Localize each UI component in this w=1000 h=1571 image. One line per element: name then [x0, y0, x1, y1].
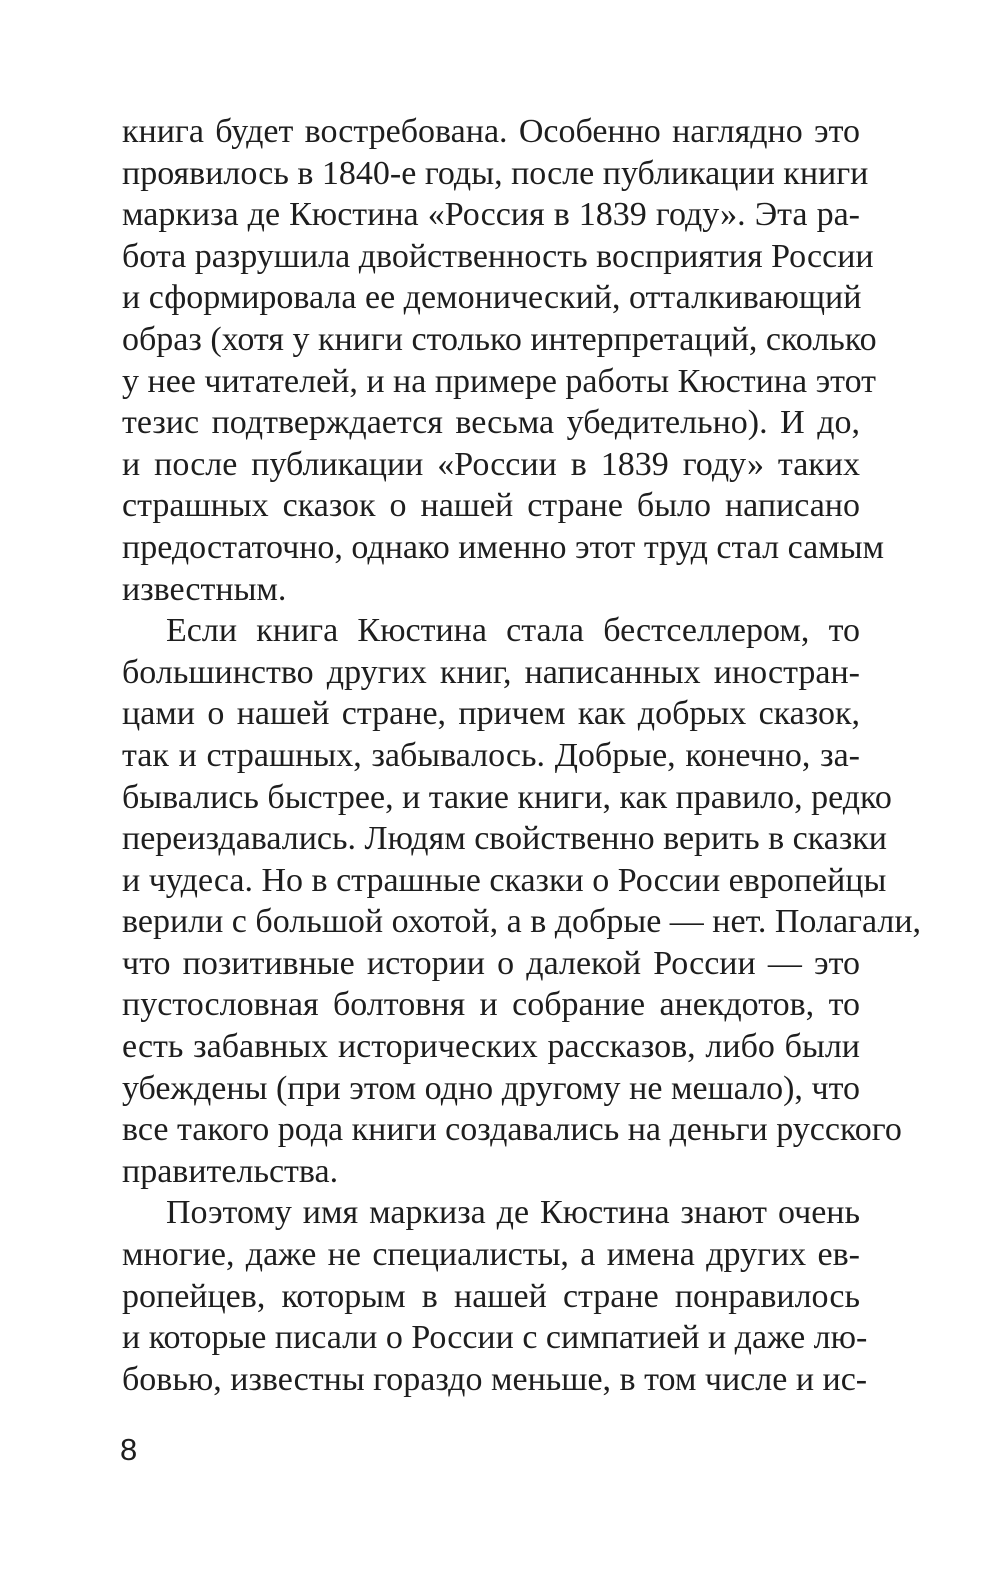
text-line: пустословная болтовня и собрание анекдотов, то [122, 986, 860, 1024]
text-line: маркиза де Кюстина «Россия в 1839 году». Эта ра- [122, 196, 860, 234]
text-line: страшных сказок о нашей стране было написано [122, 487, 860, 525]
text-line: правительства. [122, 1152, 339, 1190]
body-text [122, 111, 922, 1400]
text-line: многие, даже не специалисты, а имена других ев- [122, 1236, 860, 1274]
text-line: тезис подтверждается весьма убедительно). И до, [122, 404, 860, 442]
text-line: Если книга Кюстина стала бестселлером, то [166, 612, 860, 650]
text-line: так и страшных, забывалось. Добрые, конечно, за- [122, 736, 860, 774]
text-line: что позитивные истории о далекой России — это [122, 944, 860, 982]
text-line: переиздавались. Людям свойственно верить в сказки [122, 820, 887, 858]
text-line: и чудеса. Но в страшные сказки о России европейцы [122, 861, 887, 899]
page-number: 8 [120, 1432, 138, 1467]
text-line: бывались быстрее, и такие книги, как правило, редко [122, 778, 892, 816]
text-line: известным. [122, 570, 287, 608]
text-line: и сформировала ее демонический, отталкивающий [122, 279, 862, 317]
text-line: цами о нашей стране, причем как добрых сказок, [122, 695, 860, 733]
text-line: предостаточно, однако именно этот труд стал самым [122, 528, 885, 566]
text-line: ропейцев, которым в нашей стране понравилось [122, 1277, 860, 1315]
text-line: и после публикации «России в 1839 году» таких [122, 445, 860, 483]
text-line: большинство других книг, написанных иностран- [122, 653, 860, 691]
text-line: Поэтому имя маркиза де Кюстина знают очень [166, 1194, 860, 1232]
text-line: и которые писали о России с симпатией и даже лю- [122, 1319, 868, 1357]
text-line: верили с большой охотой, а в добрые — нет. Полагали, [122, 903, 922, 941]
text-line: бовью, известны гораздо меньше, в том числе и ис- [122, 1360, 868, 1398]
text-line: образ (хотя у книги столько интерпретаций, сколько [122, 320, 877, 358]
text-line: книга будет востребована. Особенно наглядно это [122, 113, 860, 150]
text-line: проявилось в 1840-е годы, после публикации книги [122, 154, 869, 192]
text-line: есть забавных исторических рассказов, либо были [122, 1028, 860, 1066]
text-line: у нее читателей, и на примере работы Кюстина этот [122, 362, 876, 400]
text-line: бота разрушила двойственность восприятия России [122, 237, 874, 275]
text-line: все такого рода книги создавались на деньги русского [122, 1111, 902, 1149]
text-line: убеждены (при этом одно другому не мешало), что [122, 1069, 860, 1107]
